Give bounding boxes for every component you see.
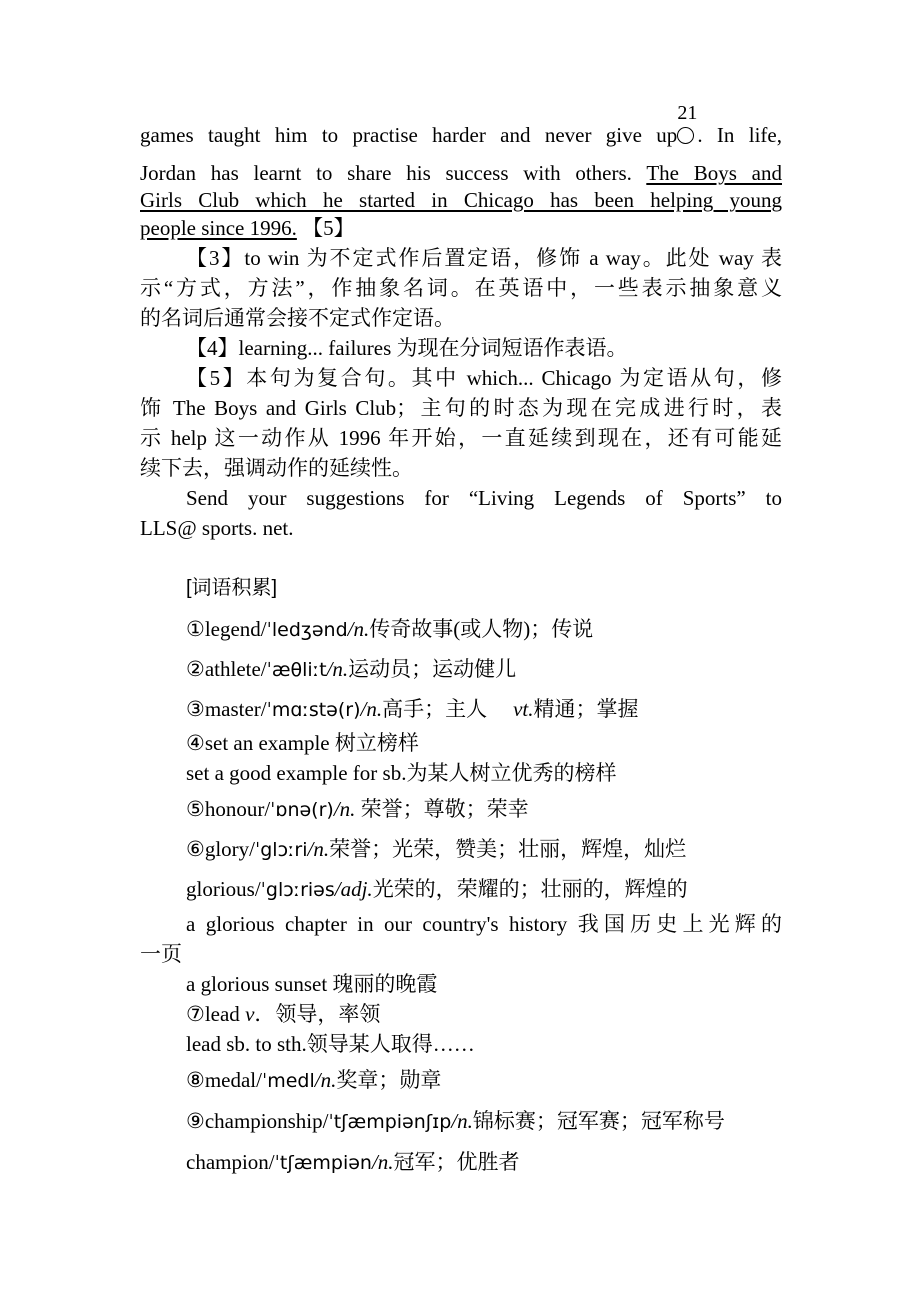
- note-5-line-3: 示 help 这一动作从 1996 年开始，一直延续到现在，还有可能延: [140, 426, 782, 450]
- part-of-speech: /adj.: [334, 877, 373, 901]
- definition: 荣誉；光荣，赞美；壮丽，辉煌，灿烂: [329, 837, 687, 861]
- vocab-example-glorious-chapter-cont: 一页: [140, 942, 182, 966]
- vocab-item-medal: [186, 1066, 782, 1095]
- vocab-word: ②athlete/: [186, 657, 267, 681]
- vocab-word: ⑧medal/: [186, 1068, 262, 1092]
- footnote-circle: [677, 127, 694, 144]
- definition: 精通；掌握: [533, 697, 639, 721]
- definition: 传奇故事(或人物)；传说: [369, 617, 594, 641]
- note-5-line-4: 续下去，强调动作的延续性。: [140, 456, 413, 480]
- vocab-word: ⑤honour/: [186, 797, 271, 821]
- passage-text: games taught him to practise harder and never give up: [140, 123, 678, 147]
- vocab-word: glorious/: [186, 877, 261, 901]
- passage-line-2: [140, 159, 782, 187]
- part-of-speech: /n.: [326, 657, 349, 681]
- passage-text: Jordan has learnt to share his success with others.: [140, 161, 632, 185]
- phonetic: ˈmedl: [261, 1070, 315, 1092]
- footnote-number: 21: [677, 102, 698, 124]
- phonetic: ˈglɔːriəs: [260, 879, 335, 901]
- vocab-word: ⑥glory/: [186, 837, 255, 861]
- part-of-speech: /n.: [347, 617, 370, 641]
- note-5-line-2: 饰 The Boys and Girls Club；主句的时态为现在完成进行时，表: [140, 396, 782, 420]
- definition: 锦标赛；冠军赛；冠军称号: [472, 1109, 725, 1133]
- vocab-phrase-lead-sb: lead sb. to sth.领导某人取得……: [186, 1032, 475, 1056]
- vocab-item-master: [186, 695, 782, 724]
- definition: 冠军；优胜者: [393, 1150, 520, 1174]
- vocab-word: ①legend/: [186, 617, 267, 641]
- passage-text: . In life,: [697, 123, 782, 147]
- note-4: 【4】learning... failures 为现在分词短语作表语。: [186, 336, 628, 360]
- passage-line-1: [140, 102, 782, 149]
- vocab-item-athlete: [186, 655, 782, 684]
- underlined-sentence: The Boys and: [646, 161, 782, 185]
- vocab-item-honour: [186, 795, 782, 824]
- send-line-2: LLS@ sports. net.: [140, 516, 294, 540]
- part-of-speech: /n.: [371, 1150, 394, 1174]
- definition: 运动员；运动健儿: [348, 657, 517, 681]
- passage-line-3: Girls Club which he started in Chicago has been helping young: [140, 188, 782, 212]
- definition: 荣誉；尊敬；荣幸: [355, 797, 529, 821]
- vocab-item-glory: [186, 835, 782, 864]
- part-of-speech: /n.: [360, 697, 383, 721]
- phonetic: ˈglɔːri: [255, 839, 308, 861]
- vocab-phrase-set-good-example: set a good example for sb.为某人树立优秀的榜样: [186, 761, 617, 785]
- phonetic: ˈtʃæmpiən: [274, 1152, 372, 1174]
- phonetic: ˈtʃæmpiənʃɪp: [328, 1111, 452, 1133]
- phonetic: ˈɒnə(r): [270, 799, 334, 821]
- definition: 奖章；勋章: [336, 1068, 442, 1092]
- note-marker: 【5】: [302, 216, 355, 240]
- phonetic: ˈmɑːstə(r): [266, 699, 361, 721]
- part-of-speech: /n.: [451, 1109, 473, 1133]
- definition: 光荣的，荣耀的；壮丽的，辉煌的: [372, 877, 688, 901]
- passage-line-4: [140, 214, 782, 242]
- vocab-word: ⑦lead: [186, 1002, 246, 1026]
- vocab-item-championship: [186, 1107, 782, 1136]
- phonetic: ˈæθliːt: [266, 659, 327, 681]
- vocab-example-glorious-sunset: a glorious sunset 瑰丽的晚霞: [186, 972, 438, 996]
- vocab-word: ③master/: [186, 697, 267, 721]
- vocab-item-lead: [186, 1000, 782, 1028]
- part-of-speech: /n.: [314, 1068, 337, 1092]
- note-3-line-2: 示“方式，方法”，作抽象名词。在英语中，一些表示抽象意义: [140, 276, 782, 300]
- send-line-1: Send your suggestions for “Living Legends of Sports” to: [186, 486, 782, 510]
- vocab-heading: [词语积累]: [186, 577, 278, 599]
- part-of-speech: v: [245, 1002, 255, 1026]
- note-3-line-3: 的名词后通常会接不定式作定语。: [140, 306, 455, 330]
- definition: ．领导，率领: [254, 1002, 381, 1026]
- part-of-speech: /n.: [307, 837, 330, 861]
- vocab-item-set-example: ④set an example 树立榜样: [186, 731, 419, 755]
- part-of-speech: /n.: [333, 797, 356, 821]
- vocab-example-glorious-chapter: a glorious chapter in our country's history 我国历史上光辉的: [186, 912, 782, 936]
- note-5-line-1: 【5】本句为复合句。其中 which... Chicago 为定语从句，修: [186, 366, 782, 390]
- part-of-speech: vt.: [513, 697, 534, 721]
- vocab-item-legend: [186, 615, 782, 644]
- underlined-sentence: people since 1996.: [140, 216, 297, 240]
- note-3-line-1: 【3】to win 为不定式作后置定语，修饰 a way。此处 way 表: [186, 246, 782, 270]
- vocab-item-champion: [186, 1148, 782, 1177]
- definition: 高手；主人: [382, 697, 488, 721]
- footnote-marker: [677, 102, 698, 149]
- vocab-word: champion/: [186, 1150, 275, 1174]
- phonetic: ˈledʒənd: [266, 619, 348, 641]
- vocab-word: ⑨championship/: [186, 1109, 329, 1133]
- vocab-item-glorious: [186, 875, 782, 904]
